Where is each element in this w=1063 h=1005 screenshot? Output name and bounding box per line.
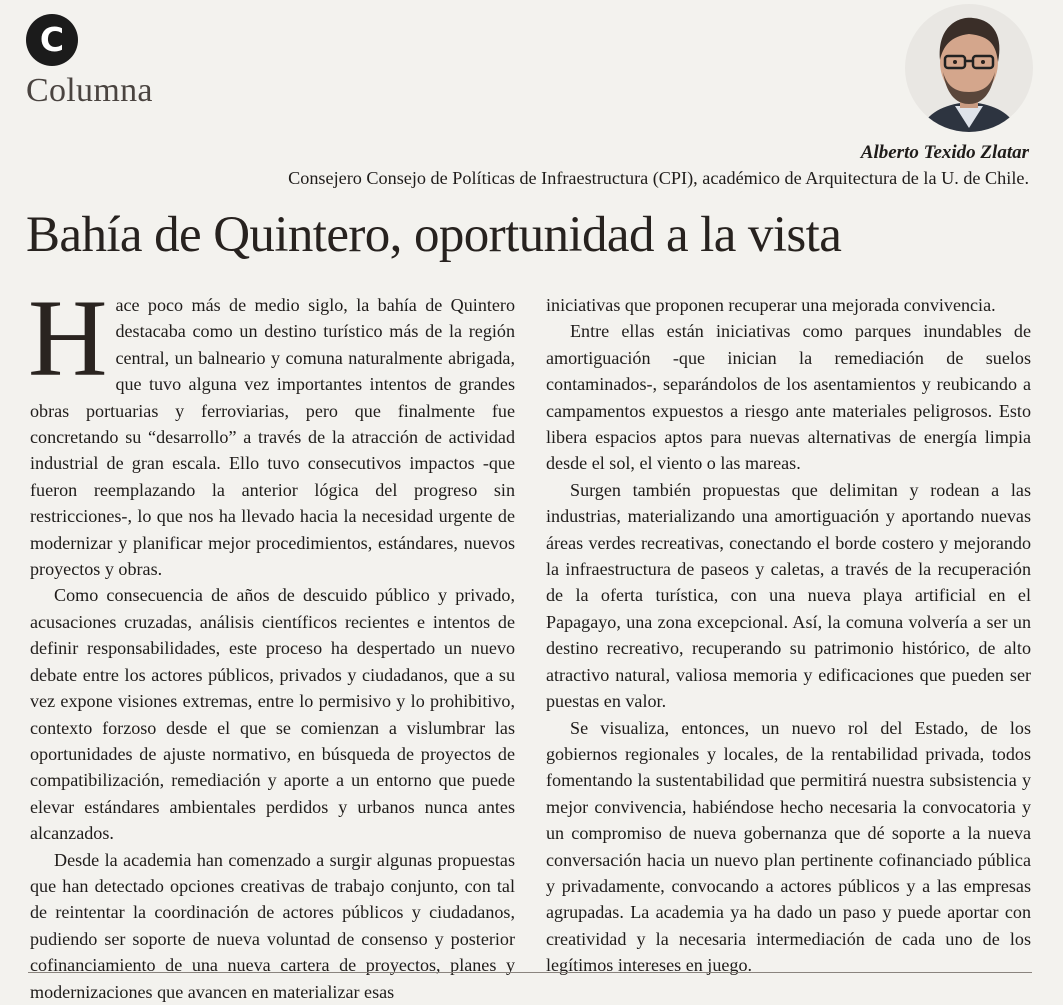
author-role: Consejero Consejo de Políticas de Infraestructura (CPI), académico de Arquitectura de la U. de Chile. — [288, 168, 1029, 188]
author-portrait — [903, 2, 1035, 142]
article-column-right — [546, 292, 1031, 979]
bottom-divider — [28, 972, 1032, 973]
column-badge: C — [26, 14, 78, 66]
article-column-left — [28, 277, 515, 1005]
article-paragraph: iniciativas que proponen recuperar una mejorada convivencia. — [546, 295, 996, 315]
section-label: Columna — [26, 72, 153, 109]
article-headline: Bahía de Quintero, oportunidad a la vista — [26, 207, 842, 263]
author-name: Alberto Texido Zlatar — [860, 142, 1029, 163]
article-paragraph: Hace poco más de medio siglo, la bahía de Quintero destacaba como un destino turístico más de la región central, un balneario y comuna naturalmente abrigada, que tuvo alguna vez importantes intentos de grandes obras portuarias y ferroviarias, pero que finalmente fue concretando su “desarrollo” a través de la atracción de actividad industrial de gran escala. Ello tuvo consecutivos impactos -que fueron reemplazando la anterior lógica del progreso sin restricciones-, lo que nos ha llevado hacia la necesidad urgente de modernizar y planificar mejor procedimientos, estándares, nuevos proyectos y obras. — [28, 277, 515, 580]
article-paragraph: Entre ellas están iniciativas como parques inundables de amortiguación -que inician la remediación de suelos contaminados-, separándolos de los asentamientos y reubicando a campamentos expuestos a riesgo ante materiales peligrosos. Esto libera espacios aptos para nuevas alternativas de energía limpia desde el sol, el viento o las mareas. — [546, 321, 1031, 474]
drop-cap: H — [28, 277, 108, 399]
article-paragraph: Surgen también propuestas que delimitan y rodean a las industrias, materializando una amortiguación y aportando nuevas áreas verdes recreativas, conectando el borde costero y mejorando la infraestructura de paseos y caletas, a través de la recuperación de la oferta turística, con una nueva playa artificial en el Papagayo, una zona excepcional. Así, la comuna volvería a ser un destino recreativo, recuperando su patrimonio histórico, de alto atractivo natural, valiosa memoria y edificaciones que pueden ser puestas en valor. — [546, 479, 1031, 712]
article-paragraph: Como consecuencia de años de descuido público y privado, acusaciones cruzadas, análisis científicos recientes e intentos de definir responsabilidades, este proceso ha despertado un nuevo debate entre los actores públicos, privados y ciudadanos, que a su vez expone visiones extremas, entre lo permisivo y lo prohibitivo, contexto forzoso desde el que se comienzan a vislumbrar las oportunidades de ajuste normativo, en búsqueda de proyectos de compatibilización, remediación y aporte a un entorno que puede elevar estándares ambientales perdidos y urbanos nunca antes alcanzados. — [30, 585, 515, 844]
article-paragraph: Se visualiza, entonces, un nuevo rol del Estado, de los gobiernos regionales y locales, de la rentabilidad privada, todos fomentando la sustentabilidad que permitirá nuestra subsistencia y mejor convivencia, habiéndose hecho necesaria la convocatoria y un compromiso de nueva gobernanza que dé soporte a la nueva conversación hacia un nuevo plan pertinente cofinanciado pública y privadamente, convocando a actores públicos y a las empresas agrupadas. La academia ya ha dado un paso y puede aportar con creatividad y la necesaria intermediación de cada uno de los legítimos intereses en juego. — [546, 717, 1031, 976]
article-paragraph: Desde la academia han comenzado a surgir algunas propuestas que han detectado opciones creativas de trabajo conjunto, con tal de reintentar la coordinación de actores públicos y ciudadanos, pudiendo ser soporte de nueva voluntad de consenso y posterior cofinanciamiento de una nueva cartera de proyectos, planes y modernizaciones que avancen en materializar esas — [30, 849, 515, 1002]
